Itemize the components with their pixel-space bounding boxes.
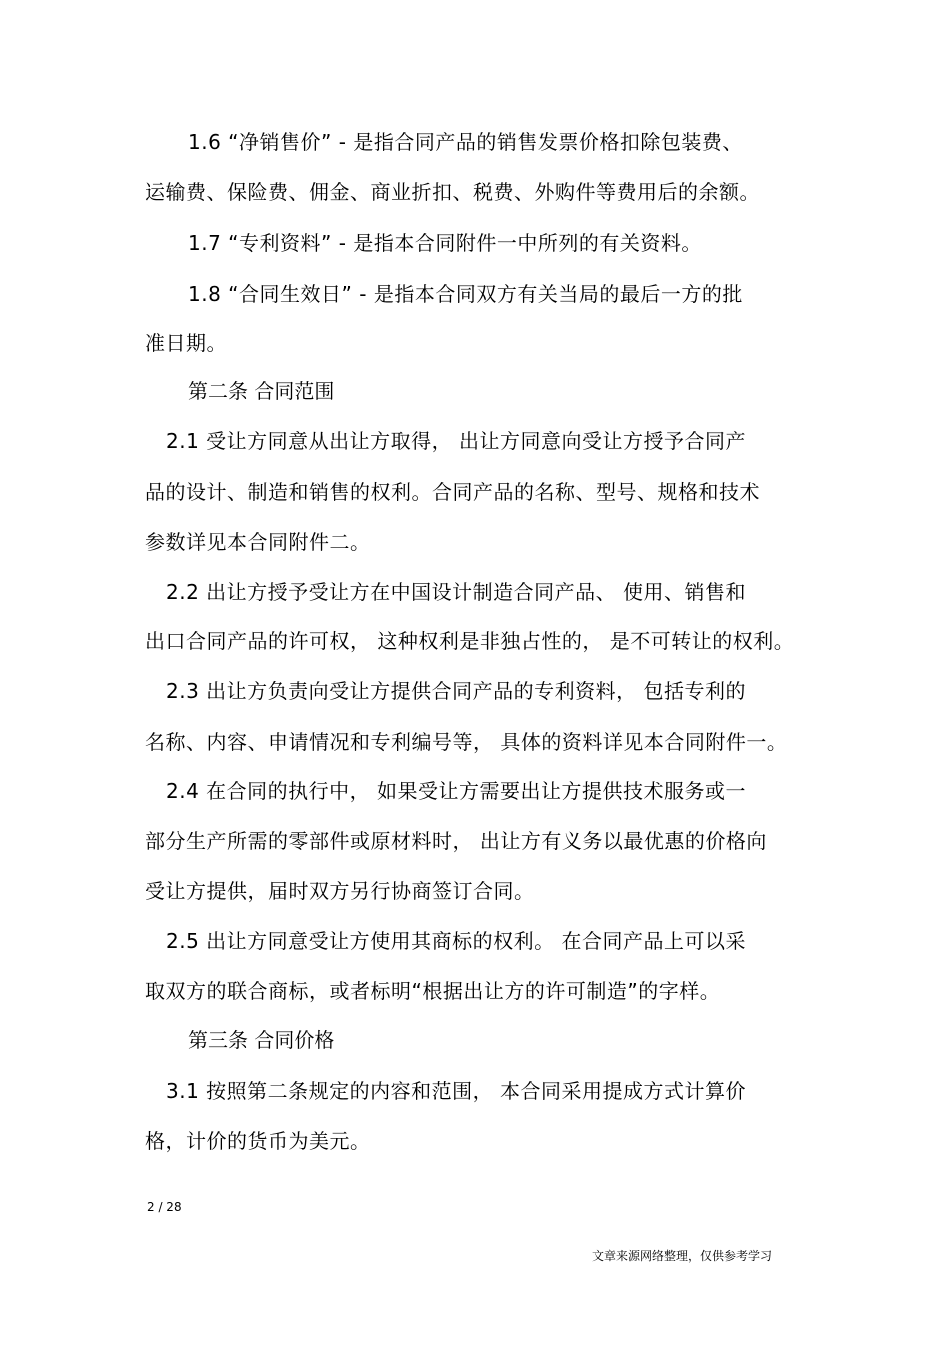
footer-note: 文章来源网络整理，仅供参考学习 <box>592 1249 773 1263</box>
clause-1-7-line-1: 1.7 “专利资料” - 是指本合同附件一中所列的有关资料。 <box>188 231 702 255</box>
page-number: 2 / 28 <box>147 1200 182 1214</box>
clause-2-1-line-1: 2.1 受让方同意从出让方取得， 出让方同意向受让方授予合同产 <box>166 429 747 453</box>
clause-2-2-line-1: 2.2 出让方授予受让方在中国设计制造合同产品、 使用、销售和 <box>166 580 747 604</box>
article-3-heading: 第三条 合同价格 <box>188 1028 335 1052</box>
clause-2-4-line-2: 部分生产所需的零部件或原材料时， 出让方有义务以最优惠的价格向 <box>145 829 767 853</box>
clause-1-6-line-2: 运输费、保险费、佣金、商业折扣、税费、外购件等费用后的余额。 <box>145 180 760 204</box>
clause-1-8-line-2: 准日期。 <box>145 331 227 355</box>
clause-2-3-line-1: 2.3 出让方负责向受让方提供合同产品的专利资料， 包括专利的 <box>166 679 747 703</box>
clause-1-6-line-1: 1.6 “净销售价” - 是指合同产品的销售发票价格扣除包装费、 <box>188 130 743 154</box>
clause-2-4-line-3: 受让方提供，届时双方另行协商签订合同。 <box>145 879 535 903</box>
clause-2-2-line-2: 出口合同产品的许可权， 这种权利是非独占性的， 是不可转让的权利。 <box>145 629 795 653</box>
clause-3-1-line-2: 格，计价的货币为美元。 <box>145 1129 371 1153</box>
clause-2-1-line-2: 品的设计、制造和销售的权利。合同产品的名称、型号、规格和技术 <box>145 480 760 504</box>
clause-2-4-line-1: 2.4 在合同的执行中， 如果受让方需要出让方提供技术服务或一 <box>166 779 747 803</box>
clause-2-1-line-3: 参数详见本合同附件二。 <box>145 530 371 554</box>
clause-1-8-line-1: 1.8 “合同生效日” - 是指本合同双方有关当局的最后一方的批 <box>188 282 743 306</box>
clause-3-1-line-1: 3.1 按照第二条规定的内容和范围， 本合同采用提成方式计算价 <box>166 1079 747 1103</box>
clause-2-3-line-2: 名称、内容、申请情况和专利编号等， 具体的资料详见本合同附件一。 <box>145 730 788 754</box>
clause-2-5-line-1: 2.5 出让方同意受让方使用其商标的权利。 在合同产品上可以采 <box>166 929 747 953</box>
clause-2-5-line-2: 取双方的联合商标，或者标明“根据出让方的许可制造”的字样。 <box>145 979 721 1003</box>
article-2-heading: 第二条 合同范围 <box>188 379 335 403</box>
